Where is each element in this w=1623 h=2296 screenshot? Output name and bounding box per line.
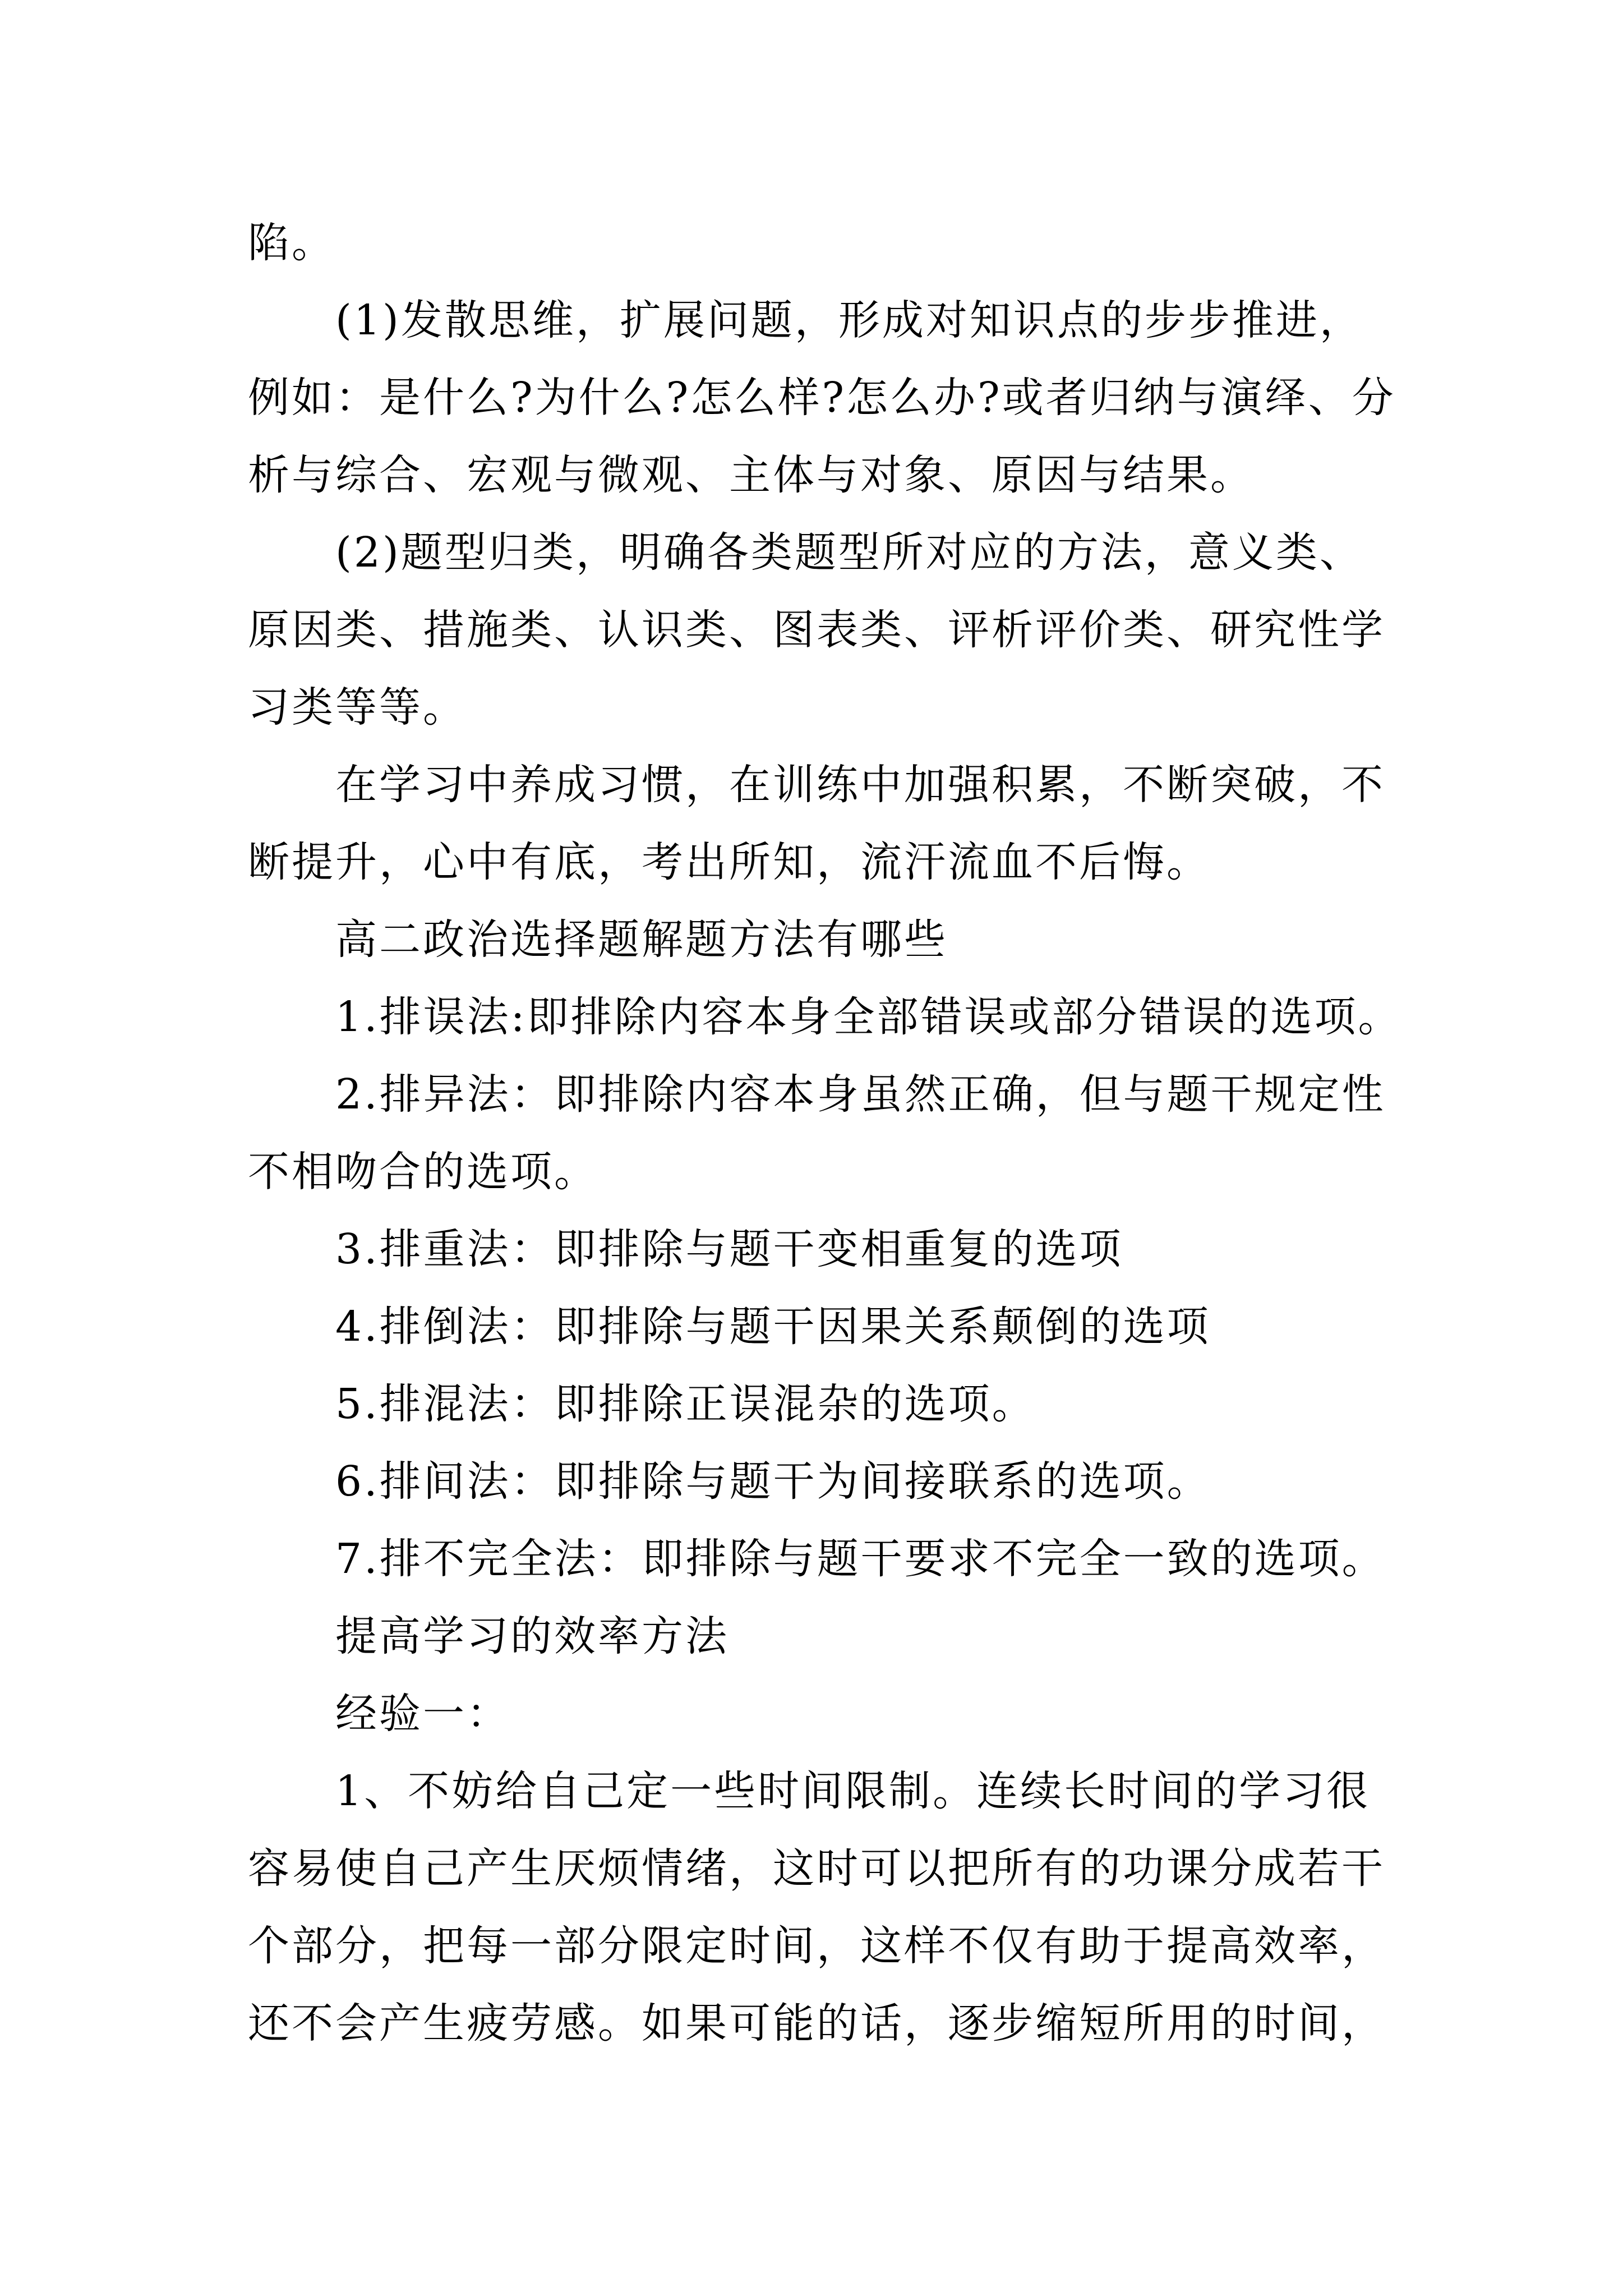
section-heading: 提高学习的效率方法	[335, 1612, 729, 1660]
text-line: 习类等等。	[248, 683, 467, 731]
text-line: (1)发散思维，扩展问题，形成对知识点的步步推进，	[335, 296, 1363, 344]
text-line: 原因类、措施类、认识类、图表类、评析评价类、研究性学	[248, 606, 1385, 654]
list-item: 3.排重法：即排除与题干变相重复的选项	[335, 1225, 1123, 1273]
text-line: 例如：是什么?为什么?怎么样?怎么办?或者归纳与演绎、分	[248, 374, 1396, 422]
section-heading: 高二政治选择题解题方法有哪些	[335, 915, 948, 964]
text-line: 在学习中养成习惯，在训练中加强积累，不断突破，不	[335, 761, 1385, 809]
list-item: 2.排异法：即排除内容本身虽然正确，但与题干规定性	[335, 1070, 1386, 1119]
text-line: (2)题型归类，明确各类题型所对应的方法，意义类、	[335, 528, 1363, 577]
list-item: 1.排误法:即排除内容本身全部错误或部分错误的选项。	[335, 993, 1402, 1041]
text-line: 断提升，心中有底，考出所知，流汗流血不后悔。	[248, 838, 1210, 886]
text-line: 1、不妨给自己定一些时间限制。连续长时间的学习很	[335, 1767, 1371, 1815]
subsection-heading: 经验一：	[335, 1690, 510, 1738]
text-line: 不相吻合的选项。	[248, 1148, 598, 1196]
text-line: 个部分，把每一部分限定时间，这样不仅有助于提高效率，	[248, 1922, 1385, 1970]
list-item: 4.排倒法：即排除与题干因果关系颠倒的选项	[335, 1303, 1211, 1351]
list-item: 6.排间法：即排除与题干为间接联系的选项。	[335, 1457, 1211, 1506]
text-line: 还不会产生疲劳感。如果可能的话，逐步缩短所用的时间，	[248, 1999, 1385, 2047]
list-item: 5.排混法：即排除正误混杂的选项。	[335, 1380, 1036, 1428]
list-item: 7.排不完全法：即排除与题干要求不完全一致的选项。	[335, 1535, 1386, 1583]
document-page	[248, 212, 1402, 2070]
text-line: 析与综合、宏观与微观、主体与对象、原因与结果。	[248, 451, 1254, 499]
text-line: 容易使自己产生厌烦情绪，这时可以把所有的功课分成若干	[248, 1844, 1385, 1893]
text-line: 陷。	[248, 219, 335, 267]
